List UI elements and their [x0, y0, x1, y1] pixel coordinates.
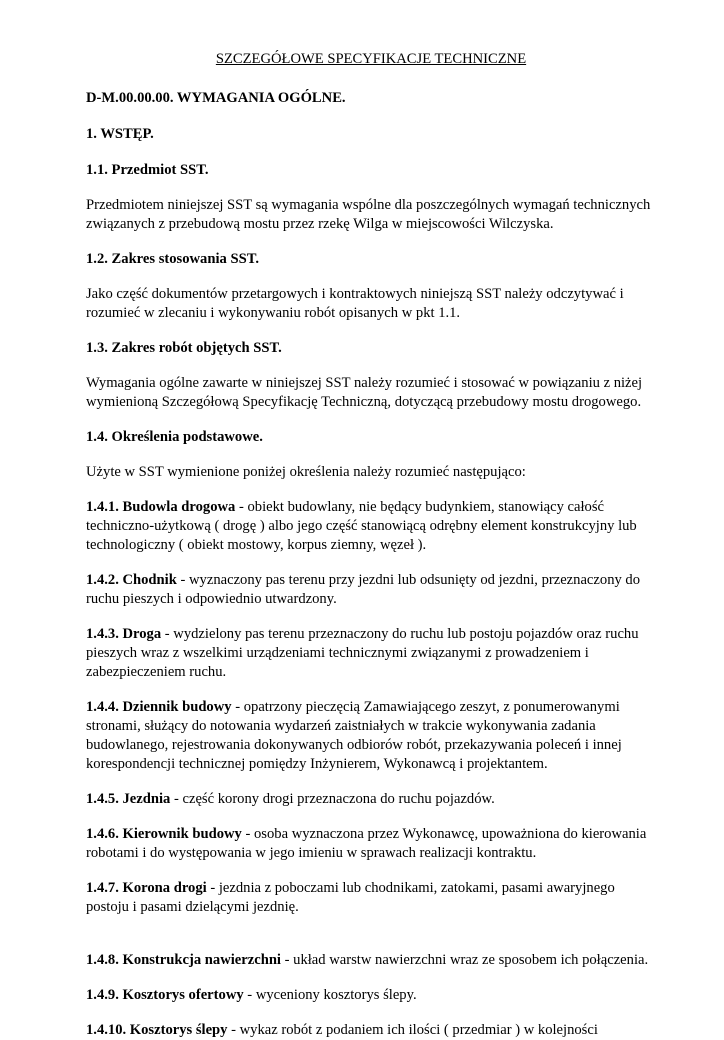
- definition-term: 1.4.10. Kosztorys ślepy: [86, 1022, 228, 1038]
- document-title: SZCZEGÓŁOWE SPECYFIKACJE TECHNICZNE: [215, 51, 527, 67]
- definition-text: - osoba wyznaczona przez Wykonawcę, upoważniona do kierowania robotami i do występowania w jego imieniu w sprawach realizacji kontraktu.: [86, 826, 647, 861]
- definition-text: - wyceniony kosztorys ślepy.: [243, 987, 417, 1003]
- definition-term: 1.4.4. Dziennik budowy: [86, 699, 232, 715]
- definition-item: [86, 698, 656, 774]
- definition-item: [86, 986, 656, 1005]
- definition-item: [86, 879, 656, 917]
- definition-item: [86, 498, 656, 555]
- definition-term: 1.4.1. Budowla drogowa: [86, 499, 236, 515]
- definition-text: - obiekt budowlany, nie będący budynkiem, stanowiący całość techniczno-użytkową ( drogę ) albo jego część stanowiącą odrębny element konstrukcyjny lub technologiczny ( obiekt mostowy, korpus ziemny, węzeł ).: [86, 499, 637, 553]
- definition-text: - wyznaczony pas terenu przy jezdni lub odsunięty od jezdni, przeznaczony do ruchu pieszych i odpowiednio utwardzony.: [86, 572, 641, 607]
- definition-term: 1.4.8. Konstrukcja nawierzchni: [86, 952, 281, 968]
- section-1-4-intro: Użyte w SST wymienione poniżej określenia należy rozumieć następująco:: [86, 464, 526, 480]
- definition-text: - część korony drogi przeznaczona do ruchu pojazdów.: [170, 791, 495, 807]
- code-heading: D-M.00.00.00. WYMAGANIA OGÓLNE.: [86, 90, 346, 106]
- definition-term: 1.4.2. Chodnik: [86, 572, 177, 588]
- section-1-3-heading: 1.3. Zakres robót objętych SST.: [86, 340, 282, 356]
- definition-term: 1.4.6. Kierownik budowy: [86, 826, 242, 842]
- section-1-1-text: Przedmiotem niniejszej SST są wymagania wspólne dla poszczególnych wymagań technicznych związanych z przebudową mostu przez rzekę Wilga w miejscowości Wilczyska.: [86, 197, 651, 232]
- document-page: [86, 50, 656, 1040]
- definition-item: [86, 625, 656, 682]
- definition-term: 1.4.3. Droga: [86, 626, 162, 642]
- definition-text: - opatrzony pieczęcią Zamawiającego zeszyt, z ponumerowanymi stronami, służący do notowania wydarzeń zaistniałych w trakcie wykonywania zadania budowlanego, rejestrowania dokonywanych odbiorów robót, przekazywania poleceń i innej korespondencji technicznej pomiędzy Inżynierem, Wykonawcą i projektantem.: [86, 699, 622, 772]
- definition-item: [86, 790, 656, 809]
- section-1-1-heading: 1.1. Przedmiot SST.: [86, 162, 209, 178]
- definition-text: - układ warstw nawierzchni wraz ze sposobem ich połączenia.: [281, 952, 649, 968]
- section-1-4-heading: 1.4. Określenia podstawowe.: [86, 429, 263, 445]
- definition-text: - wydzielony pas terenu przeznaczony do ruchu lub postoju pojazdów oraz ruchu pieszych wraz z wszelkimi urządzeniami technicznymi związanymi z prowadzeniem i zabezpieczeniem ruchu.: [86, 626, 639, 680]
- definition-item: [86, 825, 656, 863]
- section-1-3-text: Wymagania ogólne zawarte w niniejszej SST należy rozumieć i stosować w powiązaniu z niżej wymienioną Szczegółową Specyfikację Techniczną, dotyczącą przebudowy mostu drogowego.: [86, 375, 643, 410]
- section-1-heading: 1. WSTĘP.: [86, 126, 154, 142]
- definition-item: [86, 571, 656, 609]
- definition-item: [86, 951, 656, 970]
- section-1-2-heading: 1.2. Zakres stosowania SST.: [86, 251, 260, 267]
- definition-term: 1.4.7. Korona drogi: [86, 880, 207, 896]
- definition-term: 1.4.9. Kosztorys ofertowy: [86, 987, 244, 1003]
- definition-text: - jezdnia z poboczami lub chodnikami, zatokami, pasami awaryjnego postoju i pasami dzielącymi jezdnię.: [86, 880, 615, 915]
- definition-text: - wykaz robót z podaniem ich ilości ( przedmiar ) w kolejności: [227, 1022, 598, 1038]
- definition-term: 1.4.5. Jezdnia: [86, 791, 171, 807]
- section-1-2-text: Jako część dokumentów przetargowych i kontraktowych niniejszą SST należy odczytywać i rozumieć w zlecaniu i wykonywaniu robót opisanych w pkt 1.1.: [86, 286, 624, 321]
